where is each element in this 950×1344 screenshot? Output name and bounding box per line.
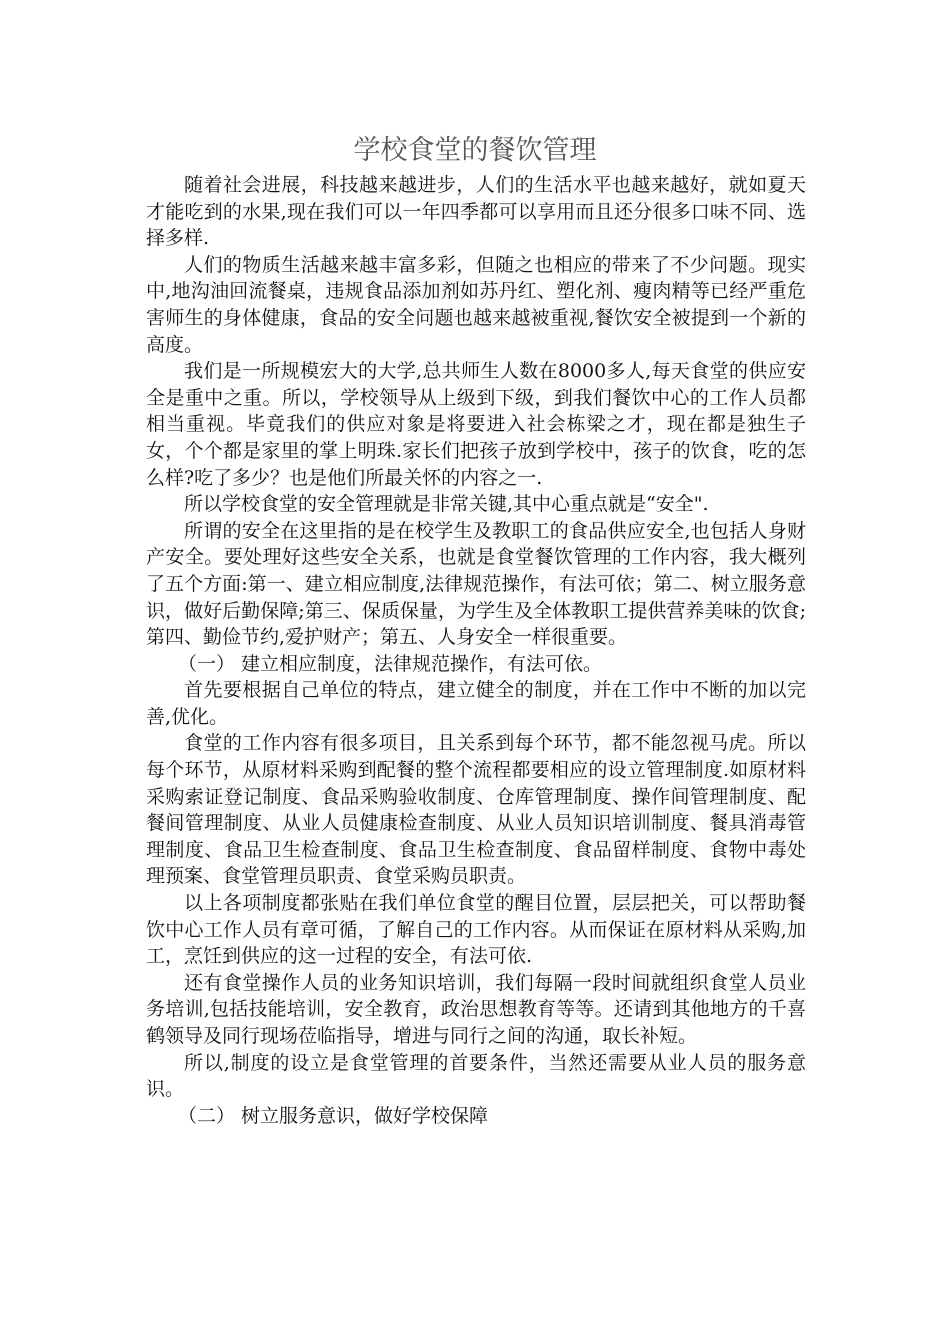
section-heading: （二） 树立服务意识，做好学校保障	[178, 1104, 489, 1127]
document-body	[146, 172, 806, 1129]
paragraph: 食堂的工作内容有很多项目，且关系到每个环节，都不能忽视马虎。所以每个环节，从原材料采购到配餐的整个流程都要相应的设立管理制度.如原材料采购索证登记制度、食品采购验收制度、仓库管理制度、操作间管理制度、配餐间管理制度、从业人员健康检查制度、从业人员知识培训制度、餐具消毒管理制度、食品卫生检查制度、食品卫生检查制度、食品留样制度、食物中毒处理预案、食堂管理员职责、食堂采购员职责。	[146, 732, 806, 888]
paragraph: 还有食堂操作人员的业务知识培训，我们每隔一段时间就组织食堂人员业务培训,包括技能培训，安全教育，政治思想教育等等。还请到其他地方的千喜鹤领导及同行现场莅临指导，增进与同行之间的沟通，取长补短。	[146, 971, 806, 1047]
section-heading: （一） 建立相应制度，法律规范操作，有法可依。	[178, 652, 603, 675]
paragraph: 人们的物质生活越来越丰富多彩，但随之也相应的带来了不少问题。现实中,地沟油回流餐桌，违规食品添加剂如苏丹红、塑化剂、瘦肉精等已经严重危害师生的身体健康，食品的安全问题也越来越被重视,餐饮安全被提到一个新的高度。	[146, 253, 806, 356]
paragraph: 所以学校食堂的安全管理就是非常关键,其中心重点就是“安全".	[184, 493, 709, 516]
paragraph: 我们是一所规模宏大的大学,总共师生人数在8000多人,每天食堂的供应安全是重中之重。所以，学校领导从上级到下级，到我们餐饮中心的工作人员都相当重视。毕竟我们的供应对象是将要进入社会栋梁之才，现在都是独生子女，个个都是家里的掌上明珠.家长们把孩子放到学校中，孩子的饮食，吃的怎么样?吃了多少？也是他们所最关怀的内容之一.	[146, 360, 806, 489]
paragraph: 所以,制度的设立是食堂管理的首要条件，当然还需要从业人员的服务意识。	[146, 1051, 806, 1101]
paragraph: 以上各项制度都张贴在我们单位食堂的醒目位置，层层把关，可以帮助餐饮中心工作人员有章可循，了解自己的工作内容。从而保证在原材料从采购,加工，烹饪到供应的这一过程的安全，有法可依.	[146, 892, 806, 968]
paragraph: 随着社会进展，科技越来越进步，人们的生活水平也越来越好，就如夏天才能吃到的水果,现在我们可以一年四季都可以享用而且还分很多口味不同、选择多样.	[146, 174, 806, 250]
paragraph: 所谓的安全在这里指的是在校学生及教职工的食品供应安全,也包括人身财产安全。要处理好这些安全关系，也就是食堂餐饮管理的工作内容，我大概列了五个方面:第一、建立相应制度,法律规范操作，有法可依；第二、树立服务意识，做好后勤保障;第三、保质保量，为学生及全体教职工提供营养美味的饮食;第四、勤俭节约,爱护财产；第五、人身安全一样很重要。	[146, 519, 806, 649]
paragraph: 首先要根据自己单位的特点，建立健全的制度，并在工作中不断的加以完善,优化。	[146, 679, 806, 728]
document-title: 学校食堂的餐饮管理	[353, 135, 597, 166]
